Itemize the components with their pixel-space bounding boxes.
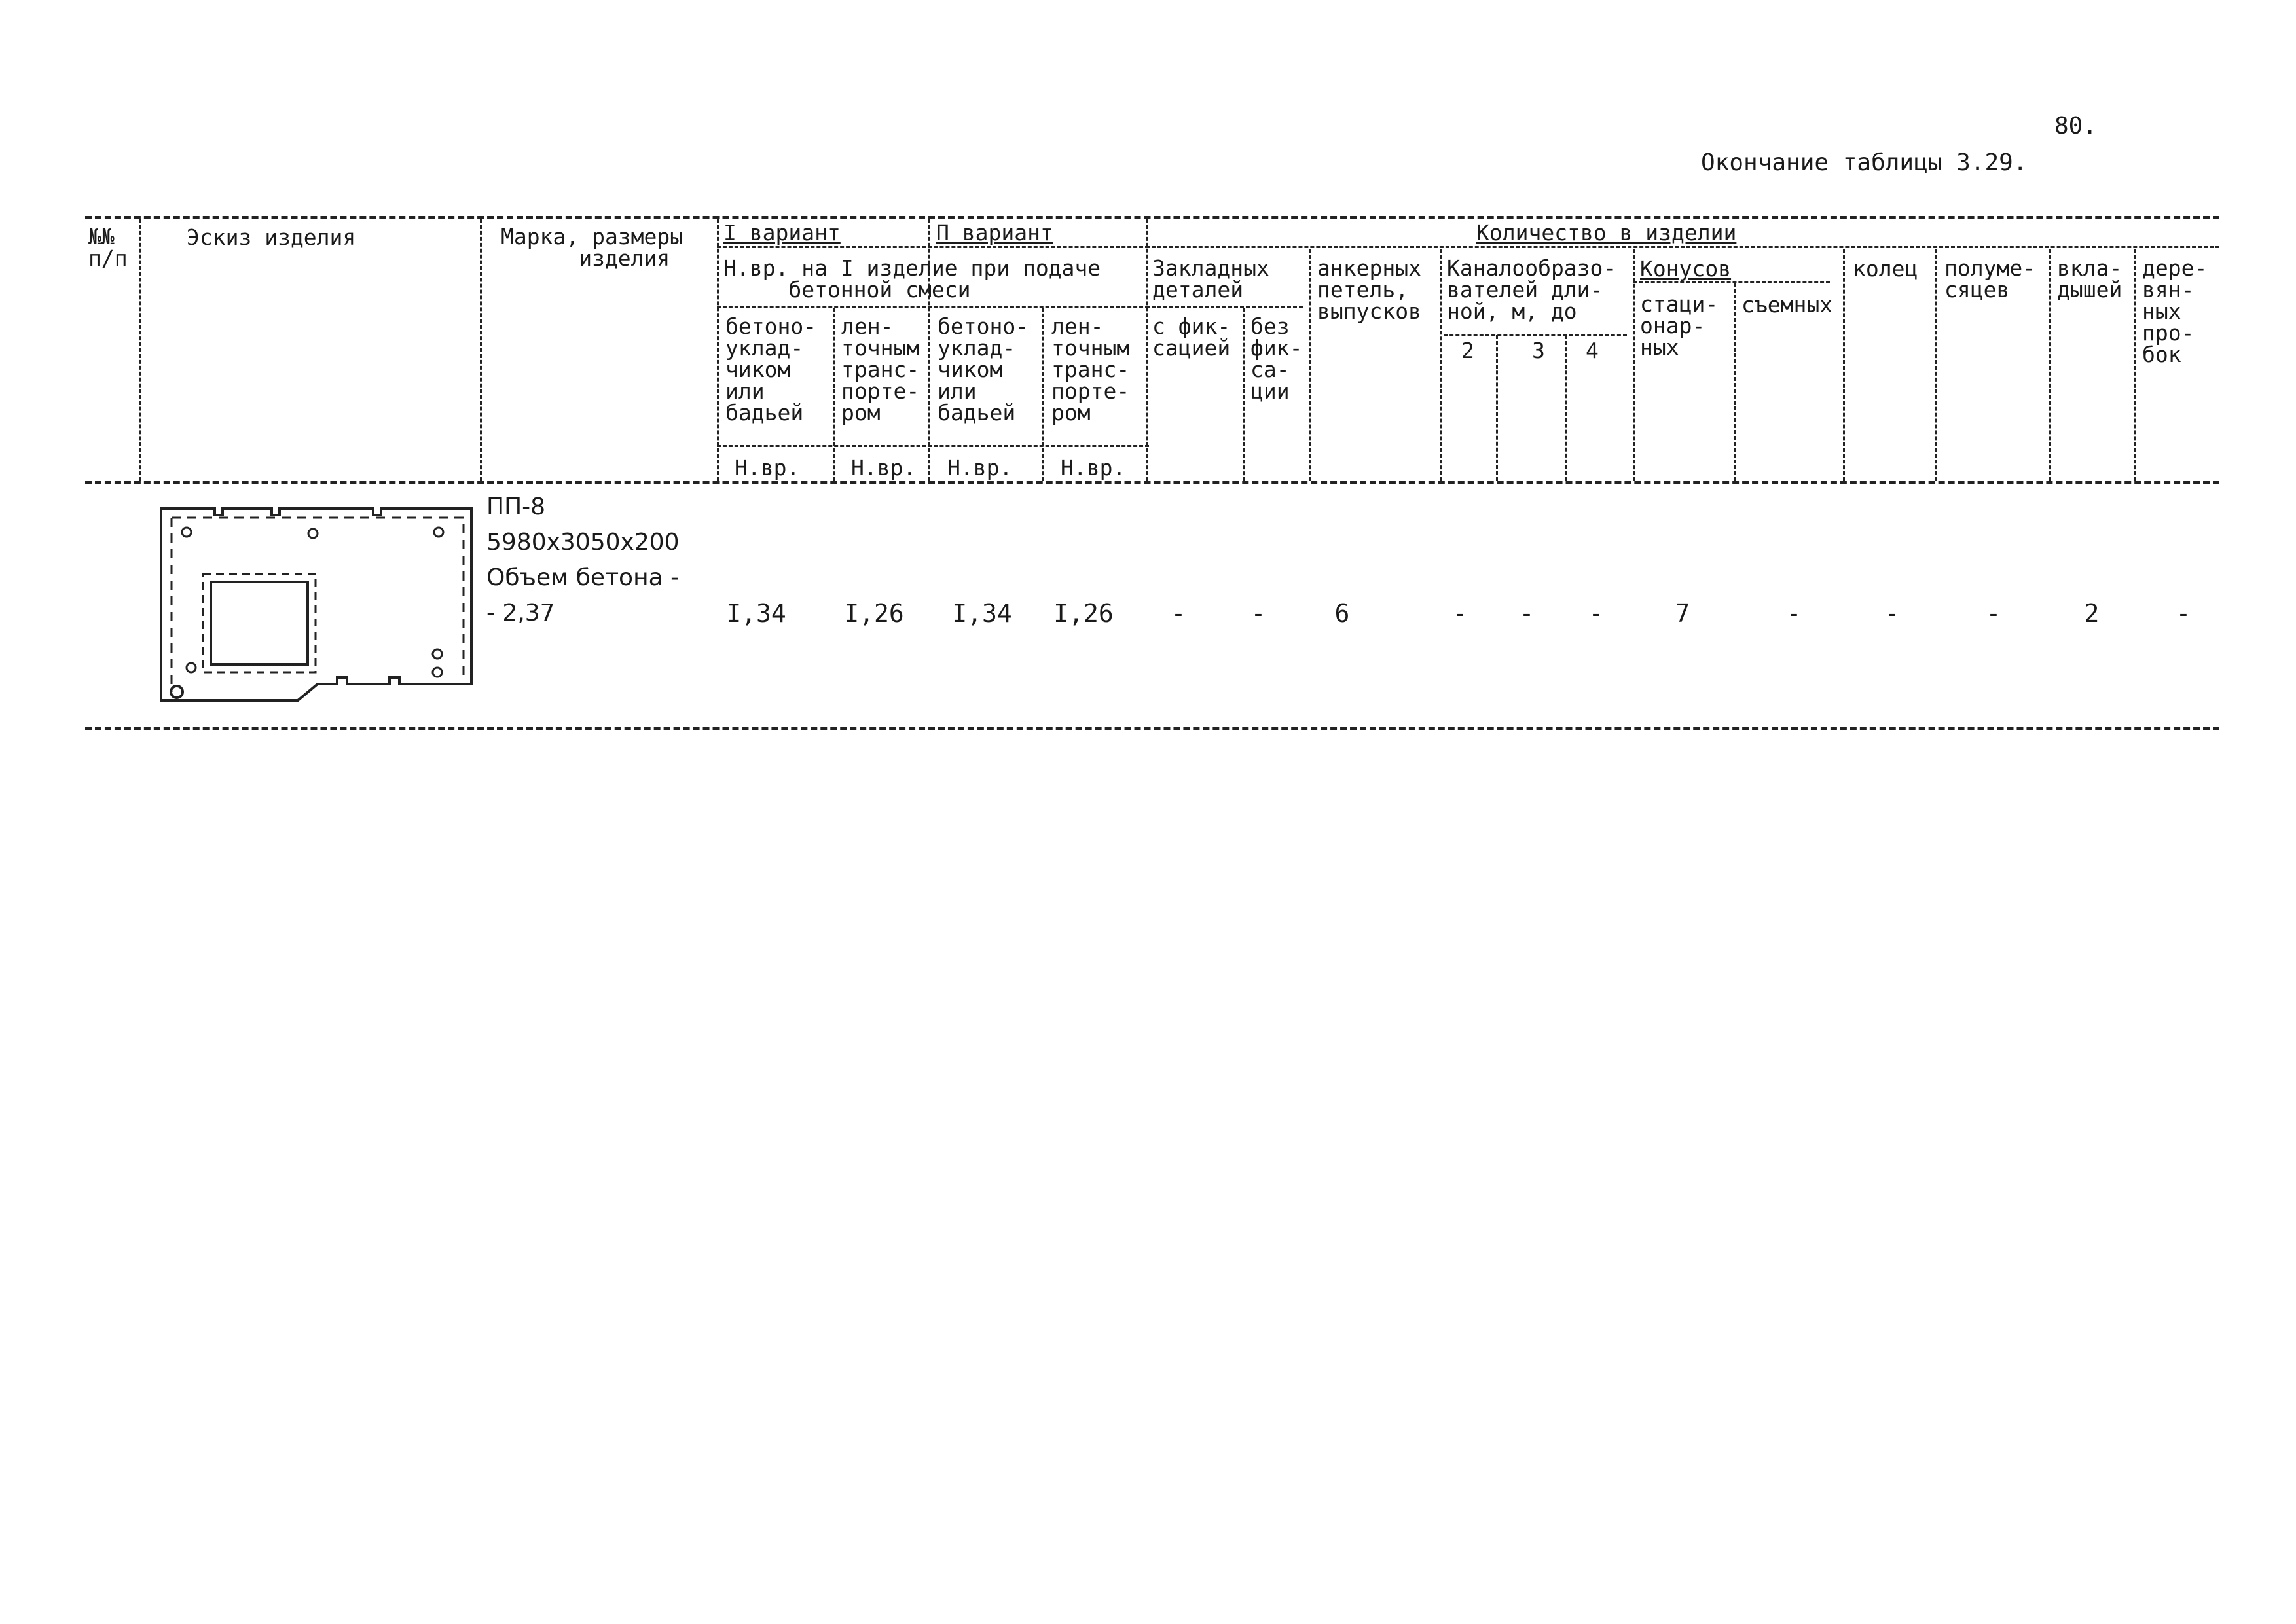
header-variant-1: I вариант [723, 220, 841, 245]
rule-labor [717, 306, 1149, 308]
v-rule-cones [1843, 249, 1845, 481]
rule-variants [717, 246, 1149, 248]
header-wooden-plugs: дере- вян- ных про- бок [2142, 255, 2208, 367]
v-rule-cones-split [1734, 283, 1736, 481]
v-rule-halfmoons [2049, 249, 2051, 481]
table-top-rule [85, 216, 2219, 219]
header-cones: Конусов [1640, 256, 1732, 281]
header-unit-3: Н.вр. [947, 455, 1013, 480]
rule-cones [1633, 281, 1830, 283]
header-number: №№ п/п [88, 224, 128, 271]
row-ch2: - [1452, 599, 1468, 628]
header-ch4: 4 [1586, 338, 1599, 363]
header-embedded: Закладных деталей [1152, 255, 1269, 302]
header-unit-2: Н.вр. [851, 455, 917, 480]
row-v1-conveyor: I,26 [844, 599, 904, 628]
v-rule-c3 [1042, 308, 1044, 481]
header-without-fix: без фик- са- ции [1250, 314, 1303, 404]
header-unit-1: Н.вр. [735, 455, 800, 480]
header-ch2: 2 [1461, 338, 1474, 363]
v-rule-fix [1243, 308, 1245, 481]
row-v2-conveyor: I,26 [1053, 599, 1114, 628]
table-header-bottom-rule [85, 481, 2219, 484]
header-anchor: анкерных петель, выпусков [1317, 255, 1421, 324]
rule-embedded [1146, 306, 1303, 308]
header-channel: Каналообразо- вателей дли- ной, м, до [1447, 255, 1616, 324]
table-bottom-rule [85, 727, 2219, 730]
row-ch3: - [1519, 599, 1535, 628]
rule-quantity [1146, 246, 2219, 248]
row-ch4: - [1588, 599, 1604, 628]
header-half-moons: полуме- сяцев [1944, 255, 2036, 302]
row-v1-placer: I,34 [726, 599, 786, 628]
v-rule-sketch [480, 219, 482, 481]
v-rule-anchor [1440, 249, 1442, 481]
row-volume-value: - 2,37 [486, 600, 555, 626]
row-removable: - [1786, 599, 1802, 628]
rule-unit [717, 445, 1149, 447]
header-unit-4: Н.вр. [1061, 455, 1126, 480]
header-sketch: Эскиз изделия [187, 225, 356, 250]
header-labor: Н.вр. на I изделие при подаче бетонной смеси [723, 255, 1101, 302]
row-stationary: 7 [1675, 599, 1690, 628]
header-with-fix: с фик- сацией [1152, 314, 1231, 361]
header-conveyor-1: лен- точным транс- порте- ром [841, 314, 920, 425]
row-volume-label: Объем бетона - [486, 564, 680, 591]
header-conveyor-2: лен- точным транс- порте- ром [1051, 314, 1130, 425]
row-v2-placer: I,34 [952, 599, 1012, 628]
header-removable: съемных [1741, 292, 1833, 317]
row-inserts: 2 [2084, 599, 2100, 628]
row-anchor: 6 [1334, 599, 1350, 628]
v-rule-num [139, 219, 141, 481]
table-caption: Окончание таблицы 3.29. [1701, 149, 2028, 176]
v-rule-embedded [1309, 249, 1311, 481]
row-rings: - [1884, 599, 1900, 628]
header-ch3: 3 [1532, 338, 1545, 363]
v-rule-channels [1633, 249, 1635, 481]
v-rule-inserts [2134, 249, 2136, 481]
row-with-fix: - [1171, 599, 1186, 628]
row-without-fix: - [1250, 599, 1266, 628]
v-rule-mark [717, 219, 719, 481]
v-rule-var-end [1146, 219, 1148, 481]
header-mark: Марка, размеры изделия [501, 224, 683, 271]
row-mark: ПП-8 [486, 494, 546, 520]
rule-channels [1444, 334, 1627, 336]
header-placer-1: бетоно- уклад- чиком или бадьей [725, 314, 817, 425]
v-rule-c1 [833, 308, 835, 481]
v-rule-rings [1935, 249, 1937, 481]
header-rings: колец [1853, 256, 1918, 281]
v-rule-ch2 [1496, 335, 1498, 481]
header-stationary: стаци- онар- ных [1640, 291, 1719, 360]
row-dimensions: 5980х3050х200 [486, 529, 680, 556]
header-quantity: Количество в изделии [1476, 220, 1737, 245]
product-sketch [157, 501, 478, 717]
row-half-moons: - [1986, 599, 2001, 628]
row-wooden-plugs: - [2176, 599, 2191, 628]
header-variant-2: П вариант [936, 220, 1053, 245]
header-placer-2: бетоно- уклад- чиком или бадьей [938, 314, 1029, 425]
page-number: 80. [2054, 113, 2098, 139]
v-rule-ch3 [1565, 335, 1567, 481]
header-inserts: вкла- дышей [2057, 255, 2123, 302]
